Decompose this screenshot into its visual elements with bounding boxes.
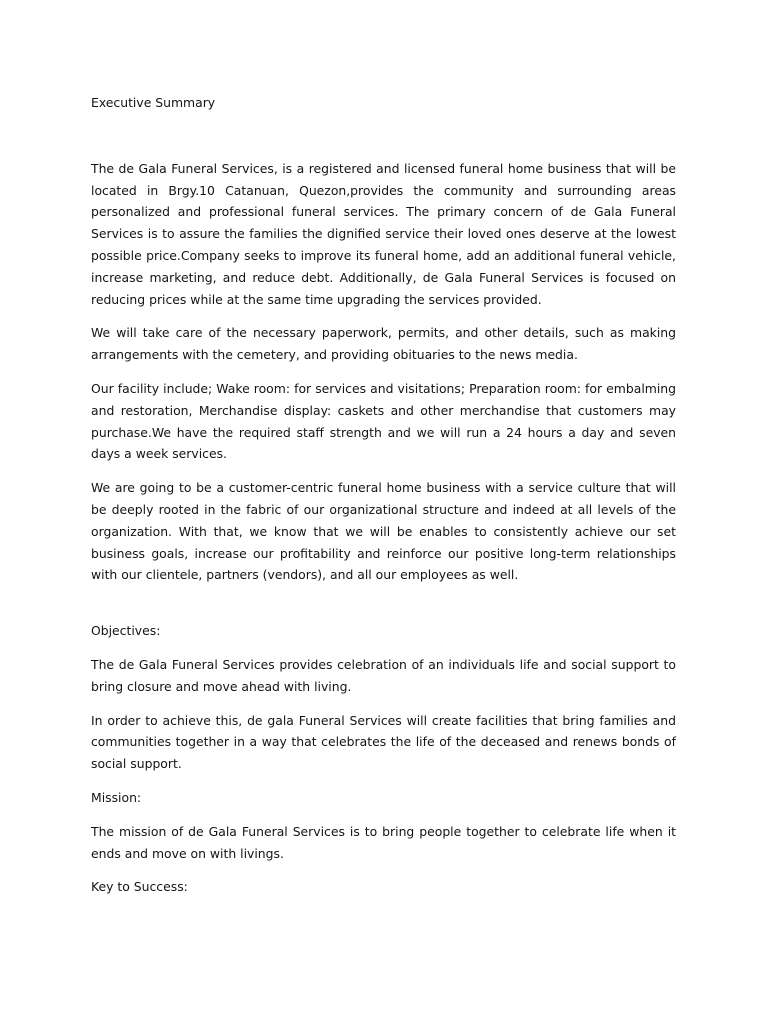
executive-summary-heading: Executive Summary (91, 95, 216, 110)
executive-summary-paragraph-1: The de Gala Funeral Services, is a registered and licensed funeral home business that will be located in Brgy.10 Catanuan, Quezon,provides the community and surrounding areas personalized and professional funeral services. The primary concern of de Gala Funeral Services is to assure the families the dignified service their loved ones deserve at the lowest possible price.Company seeks to improve its funeral home, add an additional funeral vehicle, increase marketing, and reduce debt. Additionally, de Gala Funeral Services is focused on reducing prices while at the same time upgrading the services provided. (91, 160, 676, 307)
spacer (91, 698, 676, 710)
mission-heading: Mission: (91, 789, 142, 805)
document-body (91, 92, 676, 898)
spacer (91, 310, 676, 322)
spacer (91, 864, 676, 876)
spacer (91, 586, 676, 620)
key-to-success-heading: Key to Success: (91, 879, 188, 895)
executive-summary-paragraph-3: Our facility include; Wake room: for services and visitations; Preparation room: for embalming and restoration, Merchandise display: caskets and other merchandise that customers may purchase.We have the required staff strength and we will run a 24 hours a day and seven days a week services. (91, 380, 676, 462)
objectives-paragraph-2: In order to achieve this, de gala Funeral Services will create facilities that bring families and communities together in a way that celebrates the life of the deceased and renews bonds of social support. (91, 712, 676, 772)
spacer (91, 366, 676, 378)
spacer (91, 642, 676, 654)
executive-summary-paragraph-4: We are going to be a customer-centric funeral home business with a service culture that will be deeply rooted in the fabric of our organizational structure and indeed at all levels of the organization. With that, we know that we will be enables to consistently achieve our set business goals, increase our profitability and reinforce our positive long-term relationships with our clientele, partners (vendors), and all our employees as well. (91, 480, 676, 583)
spacer (91, 114, 676, 158)
spacer (91, 775, 676, 787)
objectives-paragraph-1: The de Gala Funeral Services provides celebration of an individuals life and social support to bring closure and move ahead with living. (91, 656, 676, 694)
spacer (91, 465, 676, 477)
spacer (91, 809, 676, 821)
mission-paragraph: The mission of de Gala Funeral Services is to bring people together to celebrate life when it ends and move on with livings. (91, 823, 676, 861)
executive-summary-paragraph-2: We will take care of the necessary paperwork, permits, and other details, such as making arrangements with the cemetery, and providing obituaries to the news media. (91, 325, 676, 363)
objectives-heading: Objectives: (91, 623, 161, 639)
